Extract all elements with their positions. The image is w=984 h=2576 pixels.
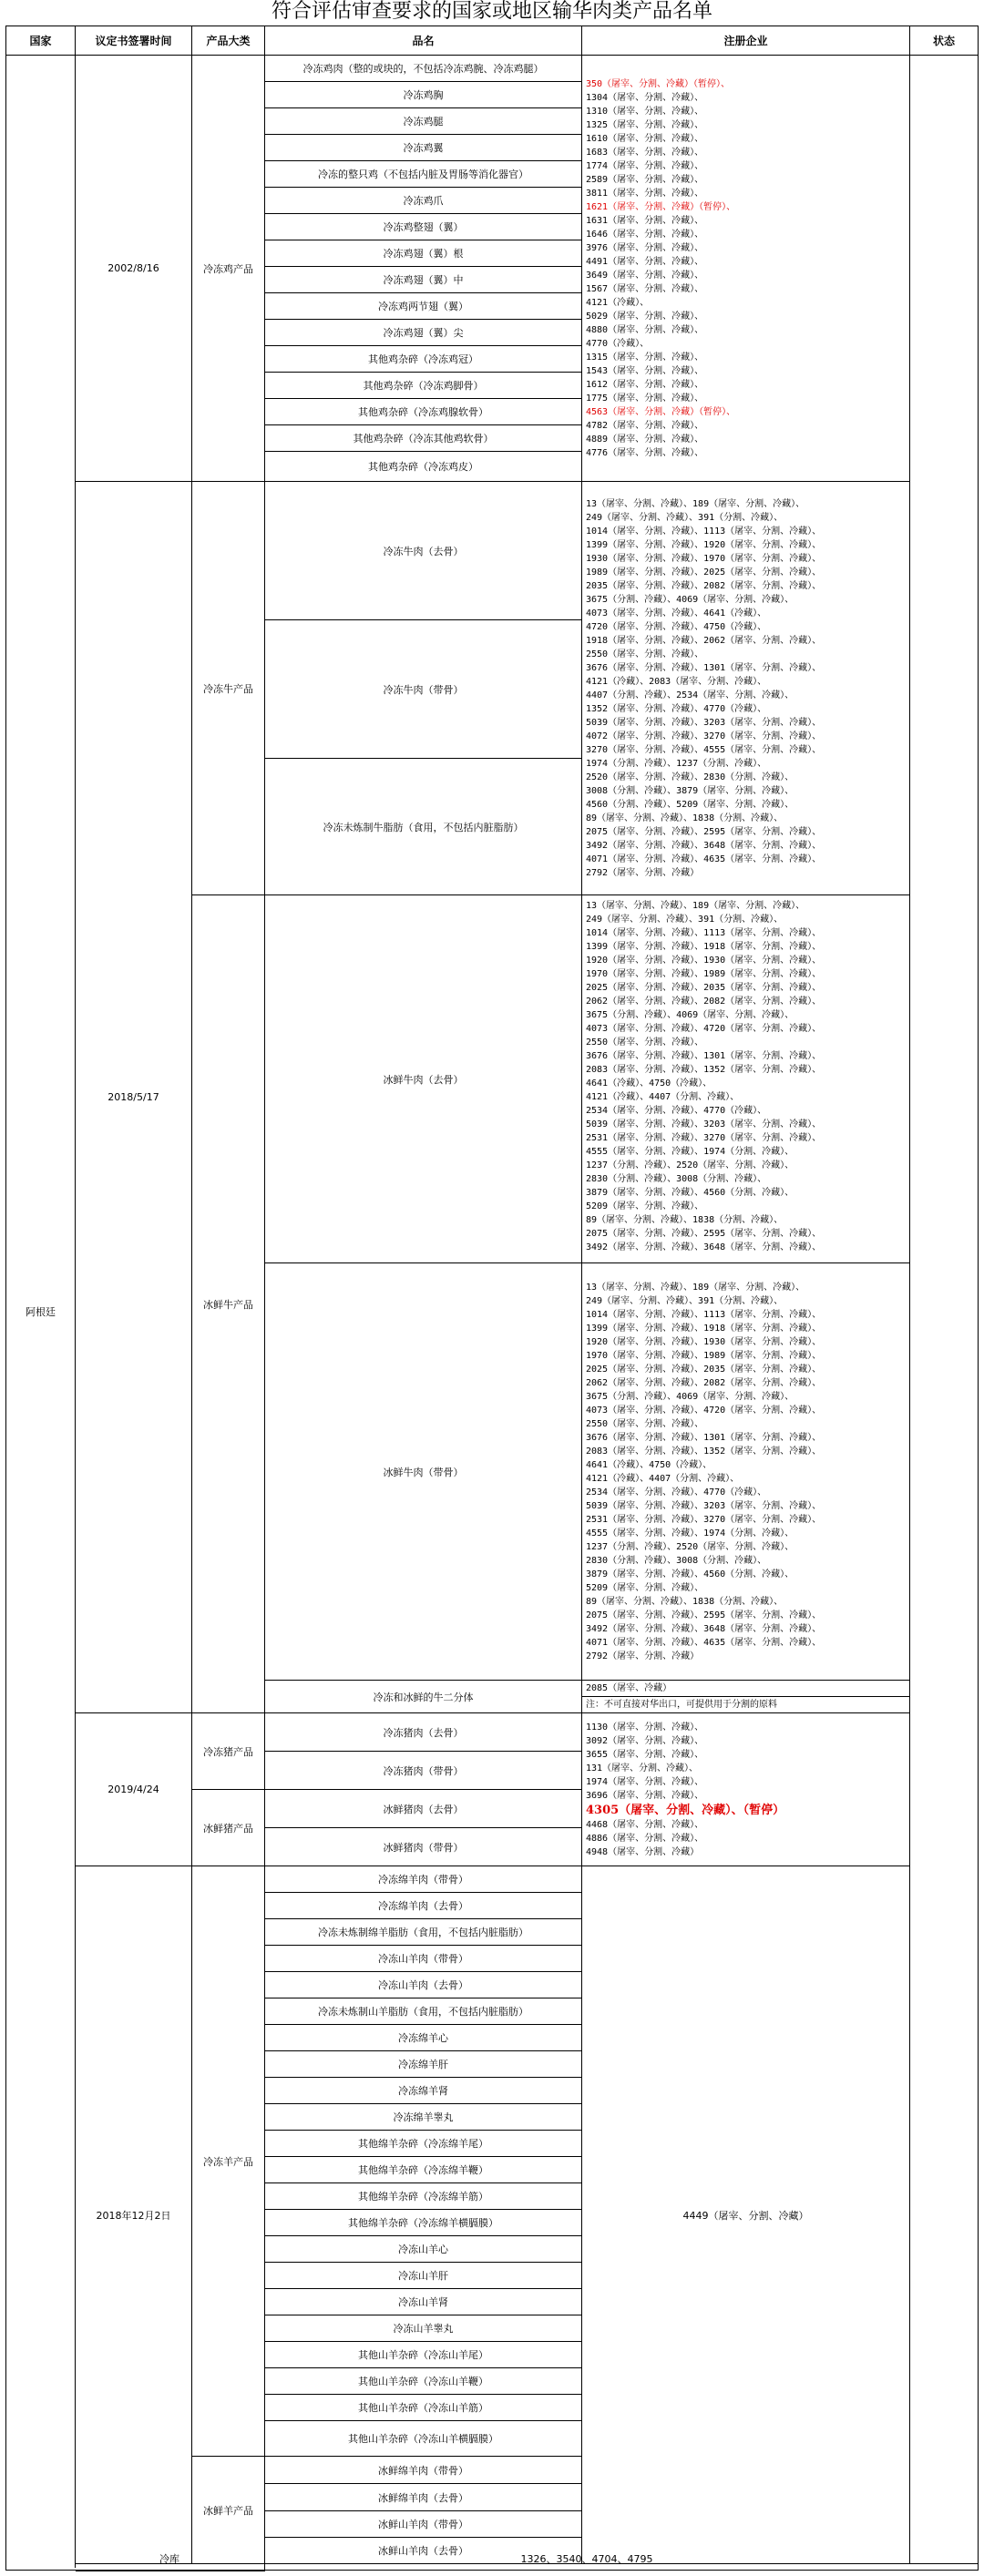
entity-line: 4073（屠宰、分割、冷藏）、4720（屠宰、分割、冷藏）、 [586,1405,822,1416]
product-row-chicken: 冷冻鸡翼 [265,135,582,161]
entity-line: 4468（屠宰、分割、冷藏）、 [586,1819,704,1830]
entity-line: 3492（屠宰、分割、冷藏）、3648（屠宰、分割、冷藏）、 [586,1623,822,1634]
product-row-frozen-sheep: 冷冻山羊肉（带骨） [265,1946,582,1972]
product-row-chicken: 其他鸡杂碎（冷冻鸡腺软骨） [265,399,582,425]
product-row-frozen-sheep: 其他绵羊杂碎（冷冻绵羊横膈膜） [265,2210,582,2236]
product-row-frozen-sheep: 其他绵羊杂碎（冷冻绵羊尾） [265,2131,582,2157]
product-row-chicken: 冷冻的整只鸡（不包括内脏及胃肠等消化器官） [265,161,582,188]
entity-line: 3676（屠宰、分割、冷藏）、1301（屠宰、分割、冷藏）、 [586,1051,822,1061]
product-row-fresh-sheep: 冰鲜山羊肉（去骨） [265,2538,582,2564]
date-sheep: 2018年12月2日 [76,1866,192,2564]
product-row-chicken: 冷冻鸡肉（整的或块的，不包括冷冻鸡腕、冷冻鸡腿） [265,56,582,82]
entity-line: 4880（屠宰、分割、冷藏）、 [586,324,704,335]
product-row-chicken: 其他鸡杂碎（冷冻其他鸡软骨） [265,425,582,452]
category-frozen-sheep: 冷冻羊产品 [192,1866,265,2457]
entity-line: 1775（屠宰、分割、冷藏）、 [586,393,704,404]
product-row-frozen-sheep: 冷冻绵羊心 [265,2025,582,2051]
entity-line: 1310（屠宰、分割、冷藏）、 [586,106,704,117]
date-pork: 2019/4/24 [76,1713,192,1866]
entity-line: 13（屠宰、分割、冷藏）、189（屠宰、分割、冷藏）、 [586,498,805,509]
product-row-chicken: 冷冻鸡腿 [265,108,582,135]
entity-line: 249（屠宰、分割、冷藏）、391（分割、冷藏）、 [586,512,784,523]
entity-line: 4071（屠宰、分割、冷藏）、4635（屠宰、分割、冷藏）、 [586,1637,822,1648]
entity-line: 1970（屠宰、分割、冷藏）、1989（屠宰、分割、冷藏）、 [586,969,822,979]
product-row-frozen-sheep: 冷冻绵羊肉（去骨） [265,1893,582,1919]
entity-line: 1130（屠宰、分割、冷藏）、 [586,1722,704,1733]
product-row-pork: 冰鲜猪肉（带骨） [265,1828,582,1866]
entity-line: 1930（屠宰、分割、冷藏）、1970（屠宰、分割、冷藏）、 [586,553,822,564]
product-row-frozen-sheep: 冷冻山羊肾 [265,2289,582,2315]
entity-line: 89（屠宰、分割、冷藏）、1838（分割、冷藏）、 [586,1596,784,1607]
entity-line: 4121（冷藏）、2083（屠宰、分割、冷藏）、 [586,676,767,687]
entity-line: 1399（屠宰、分割、冷藏）、1918（屠宰、分割、冷藏）、 [586,942,822,952]
product-row-frozen-sheep: 冷冻山羊心 [265,2236,582,2263]
entity-line: 4782（屠宰、分割、冷藏）、 [586,420,704,431]
entity-line: 4072（屠宰、分割、冷藏）、3270（屠宰、分割、冷藏）、 [586,731,822,741]
entity-line: 1920（屠宰、分割、冷藏）、1930（屠宰、分割、冷藏）、 [586,956,822,966]
entities-fresh-beef-boneless [582,895,910,1263]
entity-line: 1014（屠宰、分割、冷藏）、1113（屠宰、分割、冷藏）、 [586,1309,822,1320]
entity-line: 1237（分割、冷藏）、2520（屠宰、分割、冷藏）、 [586,1160,794,1170]
entity-line: 1774（屠宰、分割、冷藏）、 [586,160,704,171]
entity-line: 4121（冷藏）、 [586,297,650,308]
entity-line: 3492（屠宰、分割、冷藏）、3648（屠宰、分割、冷藏）、 [586,1242,822,1252]
header-category: 产品大类 [192,26,265,56]
product-row-chicken: 其他鸡杂碎（冷冻鸡皮） [265,452,582,482]
entity-line: 249（屠宰、分割、冷藏）、391（分割、冷藏）、 [586,1295,784,1306]
entity-line: 1304（屠宰、分割、冷藏）、 [586,92,704,103]
entity-line: 1014（屠宰、分割、冷藏）、1113（屠宰、分割、冷藏）、 [586,928,822,938]
entity-line: 3676（屠宰、分割、冷藏）、1301（屠宰、分割、冷藏）、 [586,662,822,673]
product-row-chicken: 冷冻鸡整翅（翼） [265,214,582,240]
entity-line: 3675（分割、冷藏）、4069（屠宰、分割、冷藏）、 [586,594,794,605]
product-row-frozen-sheep: 冷冻绵羊肉（带骨） [265,1866,582,1893]
entity-line: 3655（屠宰、分割、冷藏）、 [586,1749,704,1760]
entity-line: 1610（屠宰、分割、冷藏）、 [586,133,704,144]
product-row-frozen-sheep: 冷冻山羊睾丸 [265,2315,582,2342]
entity-line: 4305（屠宰、分割、冷藏）、（暂停） [586,1803,785,1817]
page-title: 符合评估审查要求的国家或地区输华肉类产品名单 [271,0,712,23]
entity-line: 2792（屠宰、分割、冷藏） [586,1651,700,1661]
entities-beef-quarters [582,1681,910,1697]
entity-line: 3492（屠宰、分割、冷藏）、3648（屠宰、分割、冷藏）、 [586,840,822,851]
entity-line: 350（屠宰、分割、冷藏）（暂停）、 [586,78,731,89]
entities-frozen-beef [582,482,910,895]
product-row-frozen-beef: 冷冻未炼制牛脂肪（食用，不包括内脏脂肪） [265,759,582,895]
entity-line: 2550（屠宰、分割、冷藏）、 [586,649,704,659]
entity-line: 2531（屠宰、分割、冷藏）、3270（屠宰、分割、冷藏）、 [586,1133,822,1143]
entities-sheep: 4449（屠宰、分割、冷藏） [582,1866,910,2564]
entity-line: 1325（屠宰、分割、冷藏）、 [586,119,704,130]
product-row-fresh-sheep: 冰鲜绵羊肉（去骨） [265,2484,582,2511]
product-row-fresh-sheep: 冰鲜绵羊肉（带骨） [265,2457,582,2484]
entity-line: 3649（屠宰、分割、冷藏）、 [586,270,704,281]
product-row-frozen-beef: 冷冻牛肉（带骨） [265,620,582,759]
product-row-chicken: 冷冻鸡翅（翼）中 [265,267,582,293]
entity-line: 3811（屠宰、分割、冷藏）、 [586,188,704,199]
entity-line: 4560（分割、冷藏）、5209（屠宰、分割、冷藏）、 [586,799,794,810]
category-fresh-sheep: 冰鲜羊产品 [192,2457,265,2564]
entity-line: 3675（分割、冷藏）、4069（屠宰、分割、冷藏）、 [586,1010,794,1020]
entity-line: 5029（屠宰、分割、冷藏）、 [586,311,704,322]
date-beef: 2018/5/17 [76,482,192,1713]
entity-line: 2550（屠宰、分割、冷藏）、 [586,1418,704,1429]
entity-line: 4407（分割、冷藏）、2534（屠宰、分割、冷藏）、 [586,690,794,700]
entity-line: 4121（冷藏）、4407（分割、冷藏）、 [586,1092,740,1102]
entity-line: 4776（屠宰、分割、冷藏）、 [586,447,704,458]
entity-line: 1014（屠宰、分割、冷藏）、1113（屠宰、分割、冷藏）、 [586,526,822,537]
entity-line: 4073（屠宰、分割、冷藏）、4641（冷藏）、 [586,608,767,618]
entity-line: 3008（分割、冷藏）、3879（屠宰、分割、冷藏）、 [586,785,794,796]
entity-line: 1920（屠宰、分割、冷藏）、1930（屠宰、分割、冷藏）、 [586,1336,822,1347]
entity-line: 1399（屠宰、分割、冷藏）、1920（屠宰、分割、冷藏）、 [586,539,822,550]
entity-line: 2075（屠宰、分割、冷藏）、2595（屠宰、分割、冷藏）、 [586,1229,822,1239]
entity-line: 3879（屠宰、分割、冷藏）、4560（分割、冷藏）、 [586,1569,794,1579]
entity-line: 4073（屠宰、分割、冷藏）、4720（屠宰、分割、冷藏）、 [586,1024,822,1034]
product-row-frozen-sheep: 冷冻绵羊睾丸 [265,2104,582,2131]
entities-pork [582,1713,910,1866]
entity-line: 4948（屠宰、分割、冷藏） [586,1846,700,1857]
header-signed-date: 议定书签署时间 [76,26,192,56]
entity-line: 2830（分割、冷藏）、3008（分割、冷藏）、 [586,1174,767,1184]
entity-line: 3676（屠宰、分割、冷藏）、1301（屠宰、分割、冷藏）、 [586,1432,822,1443]
entity-line: 2083（屠宰、分割、冷藏）、1352（屠宰、分割、冷藏）、 [586,1446,822,1457]
entity-line: 4555（屠宰、分割、冷藏）、1974（分割、冷藏）、 [586,1147,794,1157]
cold-store-entities: 1326、3540、4704、4795 [520,2553,653,2565]
entity-line: 2062（屠宰、分割、冷藏）、2082（屠宰、分割、冷藏）、 [586,997,822,1007]
entity-line: 4121（冷藏）、4407（分割、冷藏）、 [586,1473,740,1484]
product-row-chicken: 冷冻鸡翅（翼）根 [265,240,582,267]
entity-line: 2589（屠宰、分割、冷藏）、 [586,174,704,185]
product-row-chicken: 其他鸡杂碎（冷冻鸡脚骨） [265,373,582,399]
entity-line: 2025（屠宰、分割、冷藏）、2035（屠宰、分割、冷藏）、 [586,1364,822,1375]
header-status: 状态 [910,26,978,56]
entity-line: 2035（屠宰、分割、冷藏）、2082（屠宰、分割、冷藏）、 [586,580,822,591]
product-row-frozen-sheep: 冷冻绵羊肾 [265,2078,582,2104]
product-row-frozen-sheep: 其他绵羊杂碎（冷冻绵羊鞭） [265,2157,582,2183]
product-row-frozen-sheep: 其他山羊杂碎（冷冻山羊筋） [265,2395,582,2421]
entity-line: 13（屠宰、分割、冷藏）、189（屠宰、分割、冷藏）、 [586,901,805,911]
entity-line: 2520（屠宰、分割、冷藏）、2830（分割、冷藏）、 [586,772,794,782]
product-row-fresh-sheep: 冰鲜山羊肉（带骨） [265,2511,582,2538]
entity-line: 1612（屠宰、分割、冷藏）、 [586,379,704,390]
product-row-frozen-sheep: 其他绵羊杂碎（冷冻绵羊筋） [265,2183,582,2210]
entity-line: 1237（分割、冷藏）、2520（屠宰、分割、冷藏）、 [586,1541,794,1552]
date-chicken: 2002/8/16 [76,56,192,482]
product-row-frozen-sheep: 冷冻山羊肝 [265,2263,582,2289]
entity-line: 3092（屠宰、分割、冷藏）、 [586,1735,704,1746]
product-row-chicken: 冷冻鸡爪 [265,188,582,214]
entity-line: 3675（分割、冷藏）、4069（屠宰、分割、冷藏）、 [586,1391,794,1402]
entity-line: 1399（屠宰、分割、冷藏）、1918（屠宰、分割、冷藏）、 [586,1323,822,1334]
product-row-fresh-beef: 冰鲜牛肉（带骨） [265,1263,582,1681]
entity-line: 4770（冷藏）、 [586,338,650,349]
entity-line: 4563（屠宰、分割、冷藏）（暂停）、 [586,406,736,417]
entity-line: 2792（屠宰、分割、冷藏） [586,867,700,878]
product-row-chicken: 冷冻鸡两节翅（翼） [265,293,582,320]
entity-line: 131（屠宰、分割、冷藏）、 [586,1763,699,1774]
note-text: 注：不可直接对华出口，可提供用于分割的原料 [586,1700,777,1710]
entity-line: 1989（屠宰、分割、冷藏）、2025（屠宰、分割、冷藏）、 [586,567,822,578]
category-frozen-beef: 冷冻牛产品 [192,482,265,895]
entity-line: 5209（屠宰、分割、冷藏）、 [586,1582,704,1593]
product-row-fresh-beef: 冰鲜牛肉（去骨） [265,895,582,1263]
entity-line: 2085（屠宰、冷藏） [586,1683,672,1693]
entity-line: 1974（分割、冷藏）、1237（分割、冷藏）、 [586,758,767,769]
product-row-frozen-sheep: 冷冻未炼制绵羊脂肪（食用，不包括内脏脂肪） [265,1919,582,1946]
entity-line: 5039（屠宰、分割、冷藏）、3203（屠宰、分割、冷藏）、 [586,1500,822,1511]
entity-line: 2025（屠宰、分割、冷藏）、2035（屠宰、分割、冷藏）、 [586,983,822,993]
product-row-frozen-sheep: 其他山羊杂碎（冷冻山羊鞭） [265,2368,582,2395]
product-row-pork: 冷冻猪肉（去骨） [265,1713,582,1752]
entity-line: 2534（屠宰、分割、冷藏）、4770（冷藏）、 [586,1487,767,1498]
status-column [910,56,978,2564]
product-row-pork: 冷冻猪肉（带骨） [265,1752,582,1790]
category-fresh-pork: 冰鲜猪产品 [192,1790,265,1866]
product-row-chicken: 冷冻鸡翅（翼）尖 [265,320,582,346]
entity-line: 4491（屠宰、分割、冷藏）、 [586,256,704,267]
entity-line: 2062（屠宰、分割、冷藏）、2082（屠宰、分割、冷藏）、 [586,1377,822,1388]
country-cell: 阿根廷 [6,56,76,2568]
entities-chicken [582,56,910,482]
entity-line: 1631（屠宰、分割、冷藏）、 [586,215,704,226]
entity-line: 5209（屠宰、分割、冷藏）、 [586,1201,704,1211]
entity-line: 2534（屠宰、分割、冷藏）、4770（冷藏）、 [586,1106,767,1116]
entity-line: 4886（屠宰、分割、冷藏）、 [586,1833,704,1844]
entity-line: 3879（屠宰、分割、冷藏）、4560（分割、冷藏）、 [586,1188,794,1198]
product-row-frozen-sheep: 其他山羊杂碎（冷冻山羊尾） [265,2342,582,2368]
entity-line: 2075（屠宰、分割、冷藏）、2595（屠宰、分割、冷藏）、 [586,1610,822,1620]
entity-line: 1974（屠宰、分割、冷藏）、 [586,1776,704,1787]
entity-line: 89（屠宰、分割、冷藏）、1838（分割、冷藏）、 [586,813,784,823]
entity-line: 1646（屠宰、分割、冷藏）、 [586,229,704,240]
entity-line: 5039（屠宰、分割、冷藏）、3203（屠宰、分割、冷藏）、 [586,1119,822,1130]
entity-line: 1621（屠宰、分割、冷藏）（暂停）、 [586,201,736,212]
entity-line: 1315（屠宰、分割、冷藏）、 [586,352,704,363]
entity-line: 4071（屠宰、分割、冷藏）、4635（屠宰、分割、冷藏）、 [586,854,822,864]
category-frozen-pork: 冷冻猪产品 [192,1713,265,1790]
product-row-frozen-sheep: 其他山羊杂碎（冷冻山羊横膈膜） [265,2421,582,2457]
product-beef-quarters: 冷冻和冰鲜的牛二分体 [265,1681,582,1713]
product-row-frozen-sheep: 冷冻山羊肉（去骨） [265,1972,582,1998]
header-product: 品名 [265,26,582,56]
entity-line: 5039（屠宰、分割、冷藏）、3203（屠宰、分割、冷藏）、 [586,717,822,728]
entity-line: 3696（屠宰、分割、冷藏）、 [586,1790,704,1801]
entity-line: 1543（屠宰、分割、冷藏）、 [586,365,704,376]
entity-line: 4720（屠宰、分割、冷藏）、4750（冷藏）、 [586,621,767,632]
entity-line: 4555（屠宰、分割、冷藏）、1974（分割、冷藏）、 [586,1528,794,1538]
product-row-chicken: 冷冻鸡胸 [265,82,582,108]
entity-line: 4641（冷藏）、4750（冷藏）、 [586,1459,712,1470]
cold-store-label: 冷库 [159,2553,179,2565]
product-row-frozen-sheep: 冷冻绵羊肝 [265,2051,582,2078]
entity-line: 2550（屠宰、分割、冷藏）、 [586,1038,704,1048]
category-chicken: 冷冻鸡产品 [192,56,265,482]
product-row-pork: 冰鲜猪肉（去骨） [265,1790,582,1828]
entity-line: 1567（屠宰、分割、冷藏）、 [586,283,704,294]
product-row-frozen-beef: 冷冻牛肉（去骨） [265,482,582,620]
category-fresh-beef: 冰鲜牛产品 [192,895,265,1713]
entity-line: 1970（屠宰、分割、冷藏）、1989（屠宰、分割、冷藏）、 [586,1350,822,1361]
entity-line: 1683（屠宰、分割、冷藏）、 [586,147,704,158]
entity-line: 3976（屠宰、分割、冷藏）、 [586,242,704,253]
product-row-frozen-sheep: 冷冻未炼制山羊脂肪（食用，不包括内脏脂肪） [265,1998,582,2025]
beef-quarters-note [582,1697,910,1713]
header-entity: 注册企业 [582,26,910,56]
product-list-table [5,26,979,2571]
entity-line: 1352（屠宰、分割、冷藏）、4770（冷藏）、 [586,703,767,714]
entity-line: 2083（屠宰、分割、冷藏）、1352（屠宰、分割、冷藏）、 [586,1065,822,1075]
entity-line: 89（屠宰、分割、冷藏）、1838（分割、冷藏）、 [586,1215,784,1225]
entity-line: 2531（屠宰、分割、冷藏）、3270（屠宰、分割、冷藏）、 [586,1514,822,1525]
entity-line: 1918（屠宰、分割、冷藏）、2062（屠宰、分割、冷藏）、 [586,635,822,646]
entity-line: 2830（分割、冷藏）、3008（分割、冷藏）、 [586,1555,767,1566]
product-row-chicken: 其他鸡杂碎（冷冻鸡冠） [265,346,582,373]
entity-line: 4889（屠宰、分割、冷藏）、 [586,434,704,445]
entity-line: 2075（屠宰、分割、冷藏）、2595（屠宰、分割、冷藏）、 [586,826,822,837]
header-country: 国家 [6,26,76,56]
entity-line: 3270（屠宰、分割、冷藏）、4555（屠宰、分割、冷藏）、 [586,744,822,755]
entity-line: 249（屠宰、分割、冷藏）、391（分割、冷藏）、 [586,915,784,925]
entity-line: 13（屠宰、分割、冷藏）、189（屠宰、分割、冷藏）、 [586,1282,805,1293]
entity-line: 4641（冷藏）、4750（冷藏）、 [586,1078,712,1089]
entities-fresh-beef-bone-in [582,1263,910,1681]
